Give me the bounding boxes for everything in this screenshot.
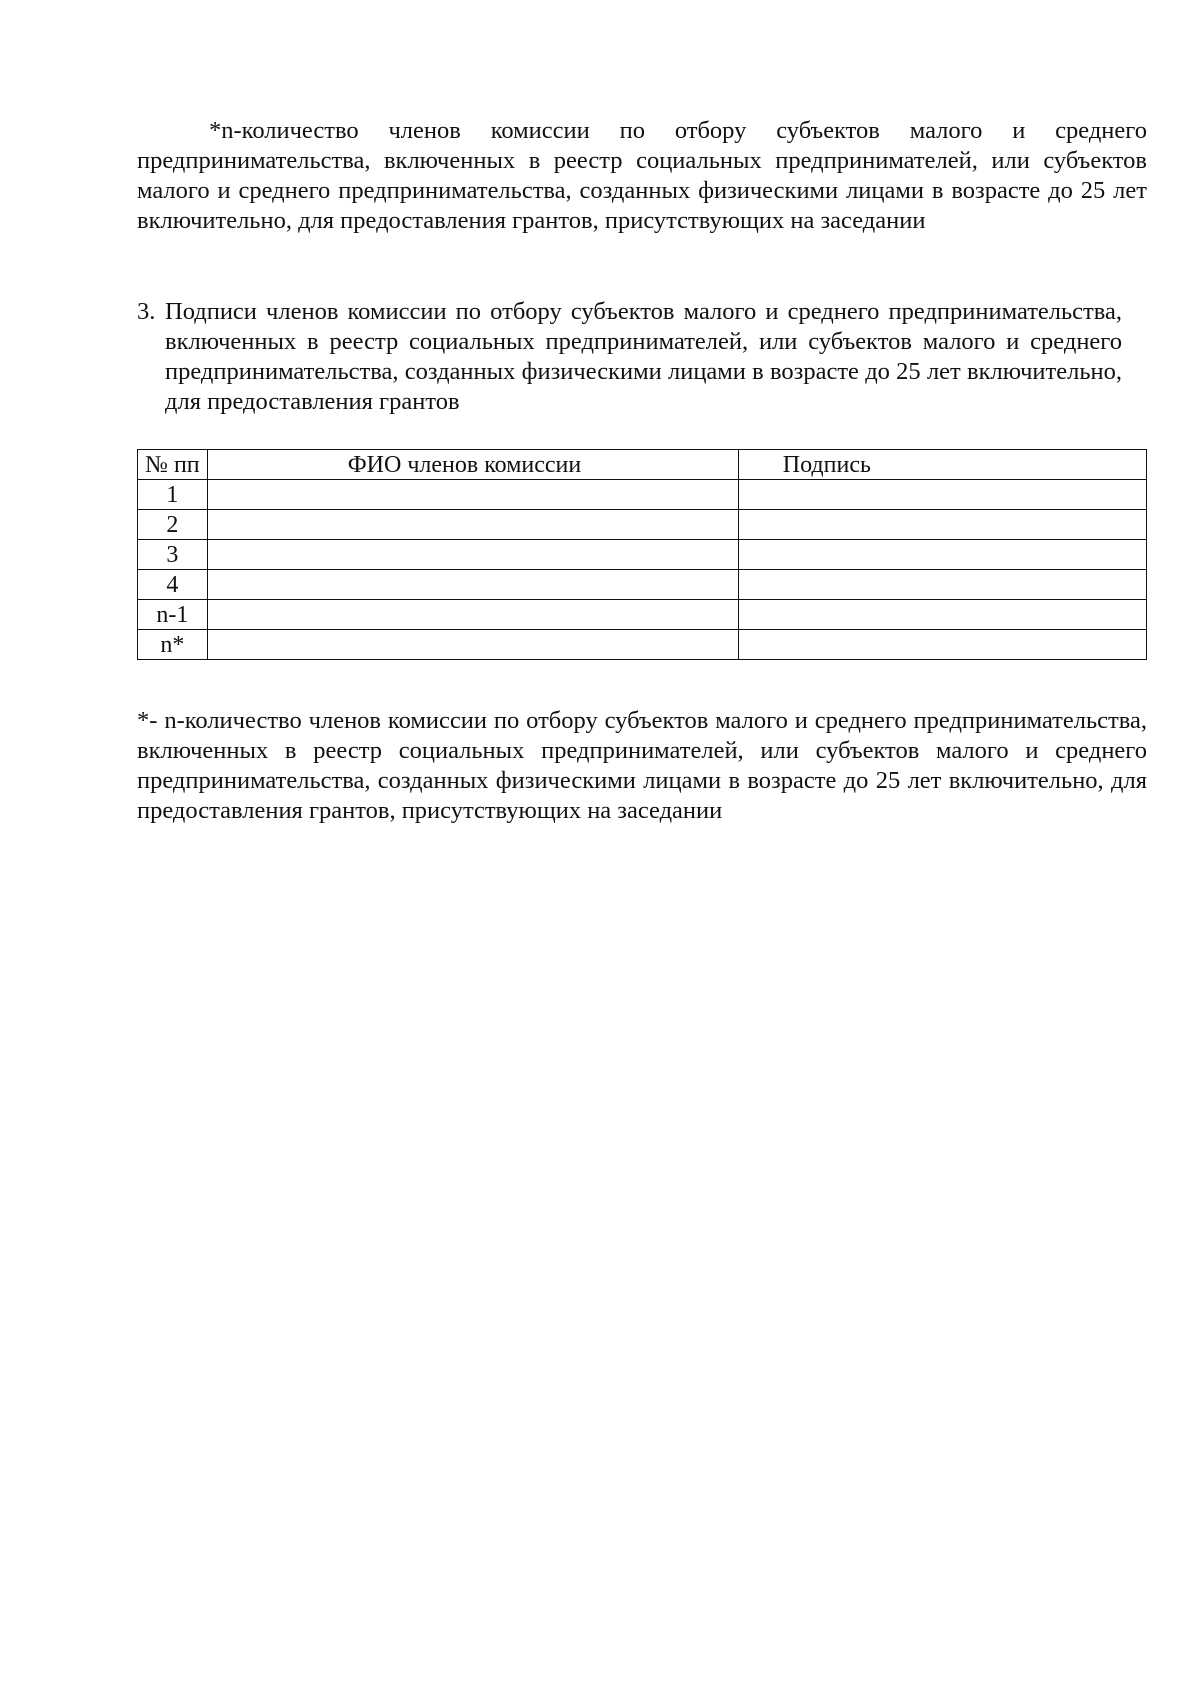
section-number: 3. [137,298,156,325]
table-row [138,630,1147,660]
signature-cell[interactable] [738,480,1146,510]
row-number: n-1 [138,600,208,630]
member-name-cell[interactable] [207,510,738,540]
row-number: 4 [138,570,208,600]
signature-cell[interactable] [738,600,1146,630]
member-name-cell[interactable] [207,570,738,600]
header-signature: Подпись [738,450,1146,480]
table-header-row [138,450,1147,480]
member-name-cell[interactable] [207,600,738,630]
table-row [138,480,1147,510]
signature-cell[interactable] [738,540,1146,570]
table-row [138,570,1147,600]
signature-cell[interactable] [738,510,1146,540]
footnote-top: *n-количество членов комиссии по отбору субъектов малого и среднего предпринимательства, включенных в реестр социальных предпринимателей, или субъектов малого и среднего предпринимательства, созданных физическими лицами в возрасте до 25 лет включительно, для предоставления грантов, присутствующих на заседании [137,117,1147,234]
commission-signatures-table [137,449,1147,660]
table-row [138,600,1147,630]
row-number: 1 [138,480,208,510]
row-number: 2 [138,510,208,540]
member-name-cell[interactable] [207,480,738,510]
header-number: № пп [138,450,208,480]
section-3 [137,297,1122,417]
signature-cell[interactable] [738,570,1146,600]
member-name-cell[interactable] [207,540,738,570]
signature-cell[interactable] [738,630,1146,660]
row-number: 3 [138,540,208,570]
header-member-name: ФИО членов комиссии [207,450,738,480]
section-3-text: Подписи членов комиссии по отбору субъектов малого и среднего предпринимательства, включенных в реестр социальных предпринимателей, или субъектов малого и среднего предпринимательства, созданных физическими лицами в возрасте до 25 лет включительно, для предоставления грантов [165,298,1122,415]
row-number: n* [138,630,208,660]
table-row [138,510,1147,540]
footnote-bottom: *- n-количество членов комиссии по отбору субъектов малого и среднего предпринимательства, включенных в реестр социальных предпринимателей, или субъектов малого и среднего предпринимательства, созданных физическими лицами в возрасте до 25 лет включительно, для предоставления грантов, присутствующих на заседании [137,707,1147,824]
member-name-cell[interactable] [207,630,738,660]
table-row [138,540,1147,570]
